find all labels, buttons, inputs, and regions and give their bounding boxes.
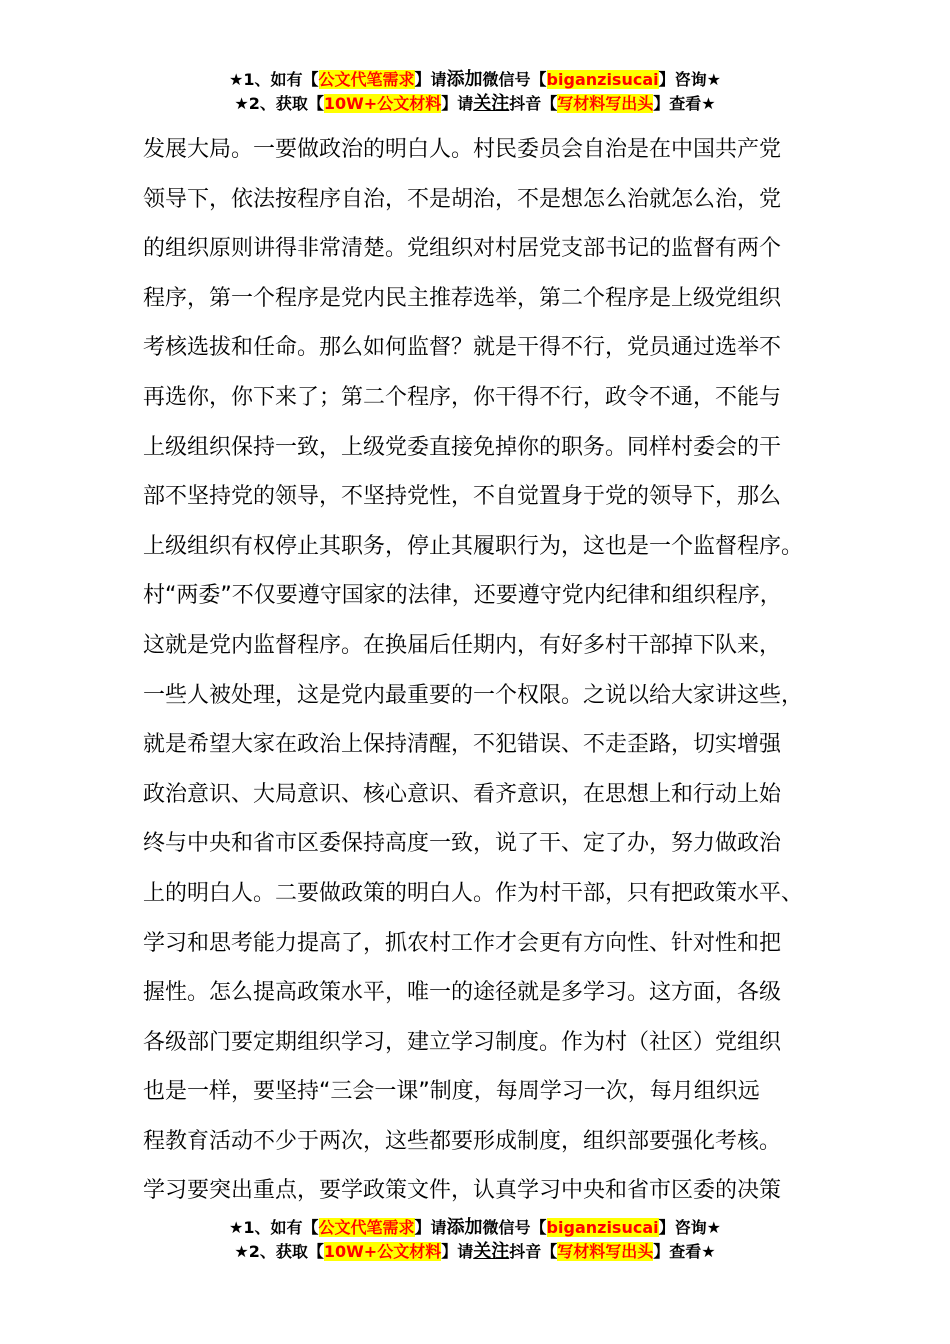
body-line: 各级部门要定期组织学习，建立学习制度。作为村（社区）党组织 [143,1029,782,1055]
body-line: 终与中央和省市区委保持高度一致，说了干、定了办，努力做政治 [143,831,782,857]
douyin-account-highlight: 写材料写出头 [557,94,654,113]
body-line: 就是希望大家在政治上保持清醒，不犯错误、不走歪路，切实增强 [143,732,782,758]
footer-line-1-suffix: 】咨询★ [658,1218,721,1237]
add-word: 添加 [446,69,483,90]
header-line-1-prefix: ★1、如有【 [229,70,319,89]
body-line: 上的明白人。二要做政策的明白人。作为村干部，只有把政策水平、 [143,880,804,906]
body-line: 上级组织保持一致，上级党委直接免掉你的职务。同样村委会的干 [143,434,782,460]
footer-line-2-prefix: ★2、获取【 [234,1242,324,1261]
body-line: 村“两委”不仅要遵守国家的法律，还要遵守党内纪律和组织程序， [143,583,782,609]
header-line-2-suffix: 】查看★ [653,94,716,113]
follow-word: 关注 [473,93,510,114]
body-line: 程教育活动不少于两次，这些都要形成制度，组织部要强化考核。 [143,1128,782,1154]
footer-line-1-mid2: 微信号【 [482,1218,547,1237]
body-line: 这就是党内监督程序。在换届后任期内，有好多村干部掉下队来， [143,632,782,658]
footer-line-2-mid2: 抖音【 [509,1242,558,1261]
body-line: 学习要突出重点，要学政策文件，认真学习中央和省市区委的决策 [143,1178,782,1204]
footer-line-1 [0,1216,950,1240]
document-body [143,125,833,1216]
body-line: 再选你，你下来了；第二个程序，你干得不行，政令不通，不能与 [143,384,782,410]
follow-word: 关注 [473,1241,510,1262]
body-line: 握性。怎么提高政策水平，唯一的途径就是多学习。这方面，各级 [143,980,782,1006]
body-line: 的组织原则讲得非常清楚。党组织对村居党支部书记的监督有两个 [143,236,782,262]
materials-highlight: 10W+公文材料 [323,1242,442,1261]
body-line: 政治意识、大局意识、核心意识、看齐意识，在思想上和行动上始 [143,781,782,807]
header-line-1-mid: 】请 [414,70,447,89]
header-line-2-mid2: 抖音【 [509,94,558,113]
body-line: 也是一样，要坚持“三会一课”制度，每周学习一次，每月组织远 [143,1079,760,1105]
body-line: 程序，第一个程序是党内民主推荐选举，第二个程序是上级党组织 [143,285,782,311]
wechat-id-highlight: biganzisucai [546,70,659,89]
header-line-1 [0,68,950,92]
footer-line-2-mid: 】请 [441,1242,474,1261]
header-line-1-mid2: 微信号【 [482,70,547,89]
body-line: 一些人被处理，这是党内最重要的一个权限。之说以给大家讲这些， [143,682,804,708]
body-line: 部不坚持党的领导，不坚持党性，不自觉置身于党的领导下，那么 [143,484,782,510]
body-line: 上级组织有权停止其职务，停止其履职行为，这也是一个监督程序。 [143,533,804,559]
header-line-2-prefix: ★2、获取【 [234,94,324,113]
footer-line-1-mid: 】请 [414,1218,447,1237]
footer-line-1-prefix: ★1、如有【 [229,1218,319,1237]
header-banner [0,68,950,116]
body-line: 学习和思考能力提高了，抓农村工作才会更有方向性、针对性和把 [143,930,782,956]
footer-line-2 [0,1240,950,1264]
body-line: 发展大局。一要做政治的明白人。村民委员会自治是在中国共产党 [143,137,782,162]
footer-banner [0,1216,950,1264]
body-line: 领导下，依法按程序自治，不是胡治，不是想怎么治就怎么治，党 [143,186,782,212]
ghostwriting-highlight: 公文代笔需求 [318,1218,415,1237]
add-word: 添加 [446,1217,483,1238]
header-line-2 [0,92,950,116]
body-line: 考核选拔和任命。那么如何监督？就是干得不行，党员通过选举不 [143,335,782,361]
materials-highlight: 10W+公文材料 [323,94,442,113]
ghostwriting-highlight: 公文代笔需求 [318,70,415,89]
header-line-2-mid: 】请 [441,94,474,113]
footer-line-2-suffix: 】查看★ [653,1242,716,1261]
header-line-1-suffix: 】咨询★ [658,70,721,89]
douyin-account-highlight: 写材料写出头 [557,1242,654,1261]
wechat-id-highlight: biganzisucai [546,1218,659,1237]
